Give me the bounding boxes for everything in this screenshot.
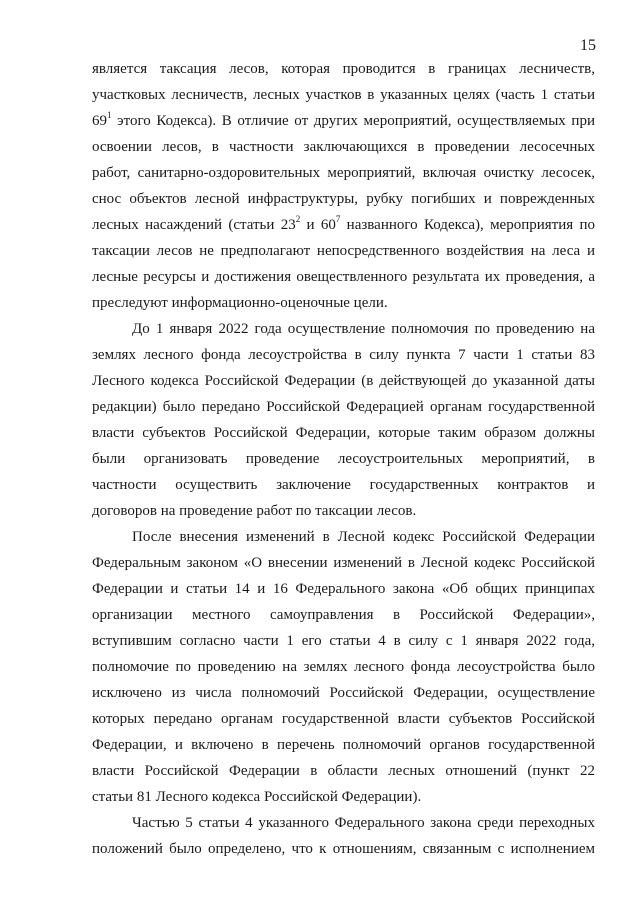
text-line: власти Российской Федерации в области лесных отношений (пункт 22: [92, 763, 595, 779]
text-line: работ, санитарно-оздоровительных мероприятий, включая очистку лесосек,: [92, 165, 595, 181]
text-line: лесных насаждений (статьи $23^2$ и $60^7$ названного Кодекса), мероприятия по: [92, 214, 595, 233]
text-line: землях лесного фонда лесоустройства в силу пункта 7 части 1 статьи 83: [92, 347, 595, 363]
text-line: После внесения изменений в Лесной кодекс Российской Федерации: [132, 529, 595, 545]
text-line: договоров на проведение работ по таксации лесов.: [92, 503, 417, 519]
text-line: полномочие по проведению на землях лесного фонда лесоустройства было: [92, 659, 595, 675]
text-line: власти субъектов Российской Федерации, которые таким образом должны: [92, 425, 595, 441]
text-line: редакции) было передано Российской Федерацией органам государственной: [92, 399, 595, 415]
text-line: Федеральным законом «О внесении изменений в Лесной кодекс Российской: [92, 555, 595, 571]
text-line: Федерации и статьи 14 и 16 Федерального закона «Об общих принципах: [92, 581, 595, 597]
text-line: были организовать проведение лесоустроительных мероприятий, в: [92, 451, 595, 467]
text-line: является таксация лесов, которая проводится в границах лесничеств,: [92, 61, 595, 77]
text-line: вступившим согласно части 1 его статьи 4 в силу с 1 января 2022 года,: [92, 633, 595, 649]
text-line: лесные ресурсы и достижения овеществленного результата их проведения, а: [92, 269, 595, 285]
text-line: частности осуществить заключение государственных контрактов и: [92, 477, 595, 493]
text-line: $69^1$ этого Кодекса). В отличие от других мероприятий, осуществляемых при: [92, 110, 595, 129]
text-line: таксации лесов не предполагают непосредственного воздействия на леса и: [92, 243, 595, 259]
text-line: снос объектов лесной инфраструктуры, рубку погибших и поврежденных: [92, 191, 595, 207]
text-line: исключено из числа полномочий Российской Федерации, осуществление: [92, 685, 595, 701]
page-number: 15: [580, 37, 596, 54]
text-line: организации местного самоуправления в Российской Федерации»,: [92, 607, 595, 623]
text-line: освоении лесов, в частности заключающихся в проведении лесосечных: [92, 139, 595, 155]
text-line: Лесного кодекса Российской Федерации (в действующей до указанной даты: [92, 373, 595, 389]
text-line: участковых лесничеств, лесных участков в указанных целях (часть 1 статьи: [92, 87, 595, 103]
text-line: До 1 января 2022 года осуществление полномочия по проведению на: [132, 321, 595, 337]
text-line: которых передано органам государственной власти субъектов Российской: [92, 711, 595, 727]
text-line: Федерации, и включено в перечень полномочий органов государственной: [92, 737, 595, 753]
text-line: статьи 81 Лесного кодекса Российской Федерации).: [92, 789, 422, 805]
text-line: положений было определено, что к отношениям, связанным с исполнением: [92, 841, 595, 857]
text-line: преследуют информационно-оценочные цели.: [92, 295, 388, 311]
text-line: Частью 5 статьи 4 указанного Федерального закона среди переходных: [132, 815, 595, 831]
